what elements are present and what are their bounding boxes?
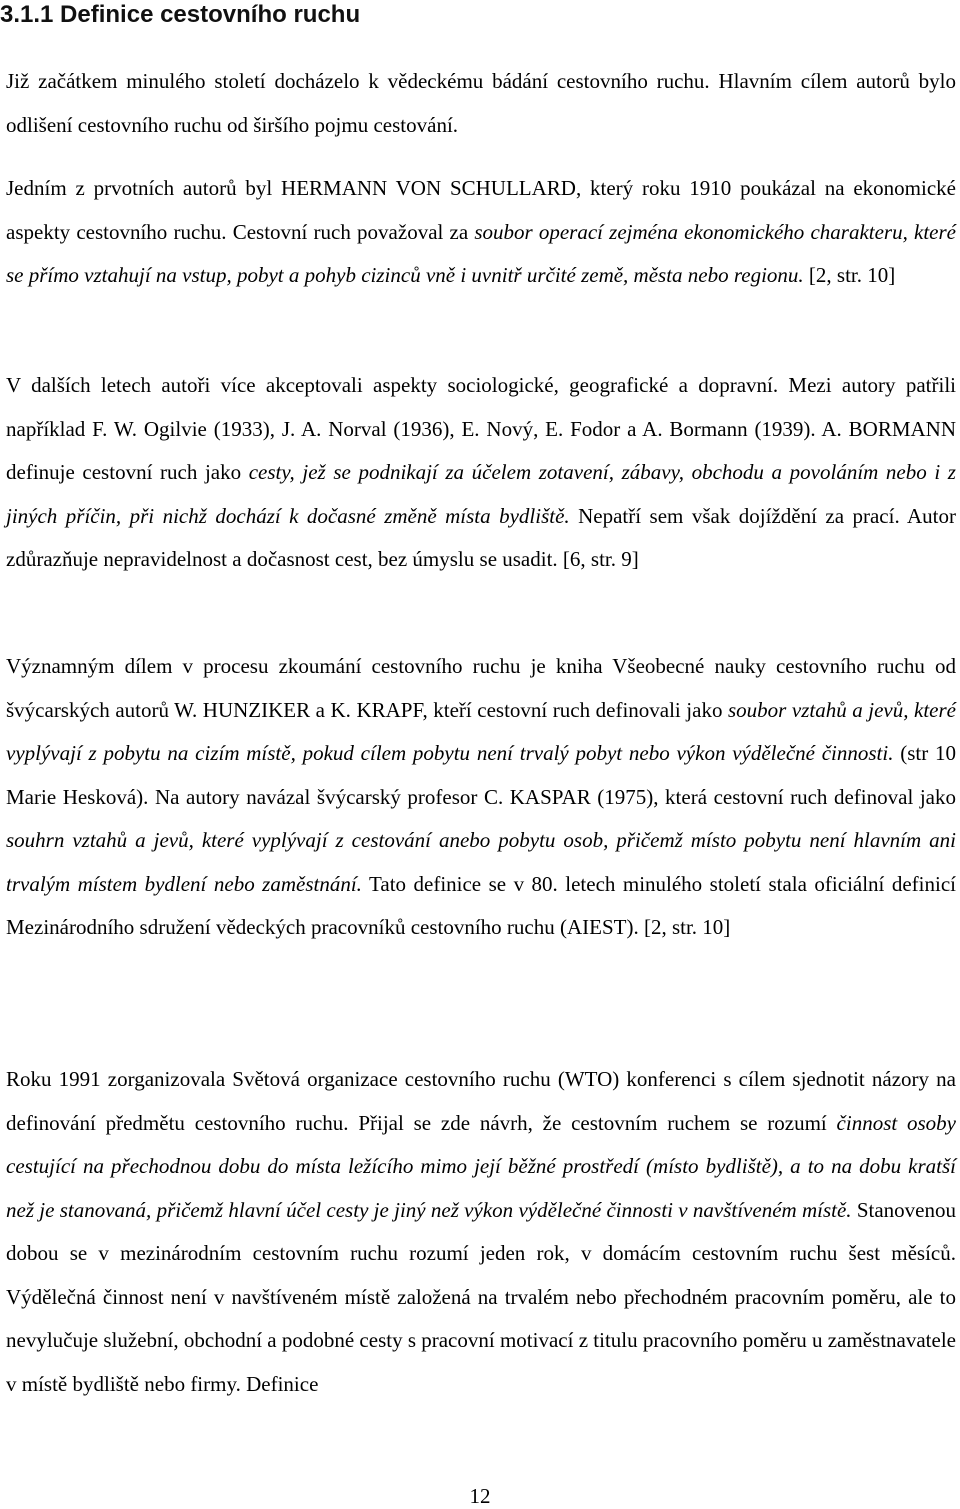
paragraph-4-definition-italic-1: soubor vztahů a jevů, které vyplývají z pobytu na cizím místě, pokud cílem pobytu není trvalý pobyt nebo výkon výdělečné činnosti. <box>6 697 956 765</box>
paragraph-4-text-1: Významným dílem v procesu zkoumání cestovního ruchu je kniha Všeobecné nauky cestovního ruchu od švýcarských autorů W. HUNZIKER a K. KRAPF, kteří cestovní ruch definovali jako <box>6 654 956 722</box>
paragraph-4-text-2: (str 10 Marie Hesková). Na autory navázal švýcarský profesor C. KASPAR (1975), která cestovní ruch definoval jako <box>6 741 956 809</box>
paragraph-1-text: Již začátkem minulého století docházelo k vědeckému bádání cestovního ruchu. Hlavním cílem autorů bylo odlišení cestovního ruchu od širšího pojmu cestování. <box>6 69 956 137</box>
paragraph-3 <box>6 364 956 582</box>
paragraph-3-text-1: V dalších letech autoři více akceptovali aspekty sociologické, geografické a dopravní. Mezi autory patřili například F. W. Ogilvie (1933), J. A. Norval (1936), E. Nový, E. Fodor a A. Bormann (1939). A. BORMANN definuje cestovní ruch jako <box>6 373 956 484</box>
paragraph-2-text-1: Jedním z prvotních autorů byl HERMANN VON SCHULLARD, který roku 1910 poukázal na ekonomické aspekty cestovního ruchu. Cestovní ruch považoval za <box>6 176 956 244</box>
paragraph-4-text-3: Tato definice se v 80. letech minulého století stala oficiální definicí Mezinárodního sdružení vědeckých pracovníků cestovního ruchu (AIEST). [2, str. 10] <box>6 871 956 939</box>
paragraph-2-definition-italic: soubor operací zejména ekonomického charakteru, které se přímo vztahují na vstup, pobyt a pohyb cizinců vně i uvnitř určité země, města nebo regionu. <box>6 219 956 287</box>
paragraph-3-definition-italic: cesty, jež se podnikají za účelem zotavení, zábavy, obchodu a povoláním nebo i z jiných příčin, při nichž dochází k dočasné změně místa bydliště. <box>6 460 956 528</box>
paragraph-5-definition-italic: činnost osoby cestující na přechodnou dobu do místa ležícího mimo její běžné prostředí (místo bydliště), a to na dobu kratší než je stanovaná, přičemž hlavní účel cesty je jiný než výkon výdělečné činnosti v navštíveném místě. <box>6 1110 956 1222</box>
paragraph-5-text-2: Stanovenou dobou se v mezinárodním cestovním ruchu rozumí jeden rok, v domácím cestovním ruchu šest měsíců. Výdělečná činnost není v navštíveném místě založená na trvalém nebo přechodném pracovním poměru, ale to nevylučuje služební, obchodní a podobné cesty s pracovní motivací z titulu pracovního poměru u zaměstnavatele v místě bydliště nebo firmy. Definice <box>6 1197 956 1396</box>
page-number: 12 <box>469 1484 491 1508</box>
paragraph-2 <box>6 167 956 298</box>
paragraph-3-text-2: Nepatří sem však dojíždění za prací. Autor zdůrazňuje nepravidelnost a dočasnost cest, bez úmyslu se usadit. [6, str. 9] <box>6 503 956 571</box>
section-heading: 3.1.1 Definice cestovního ruchu <box>0 1 361 28</box>
paragraph-5 <box>6 1058 956 1406</box>
paragraph-2-text-2: [2, str. 10] <box>803 263 896 287</box>
paragraph-5-text-1: Roku 1991 zorganizovala Světová organizace cestovního ruchu (WTO) konferenci s cílem sjednotit názory na definování předmětu cestovního ruchu. Přijal se zde návrh, že cestovním ruchem se rozumí <box>6 1067 956 1135</box>
paragraph-1 <box>6 60 956 147</box>
paragraph-4-definition-italic-2: souhrn vztahů a jevů, které vyplývají z cestování anebo pobytu osob, přičemž místo pobytu není hlavním ani trvalým místem bydlení nebo zaměstnání. <box>6 828 956 896</box>
paragraph-4 <box>6 645 956 950</box>
